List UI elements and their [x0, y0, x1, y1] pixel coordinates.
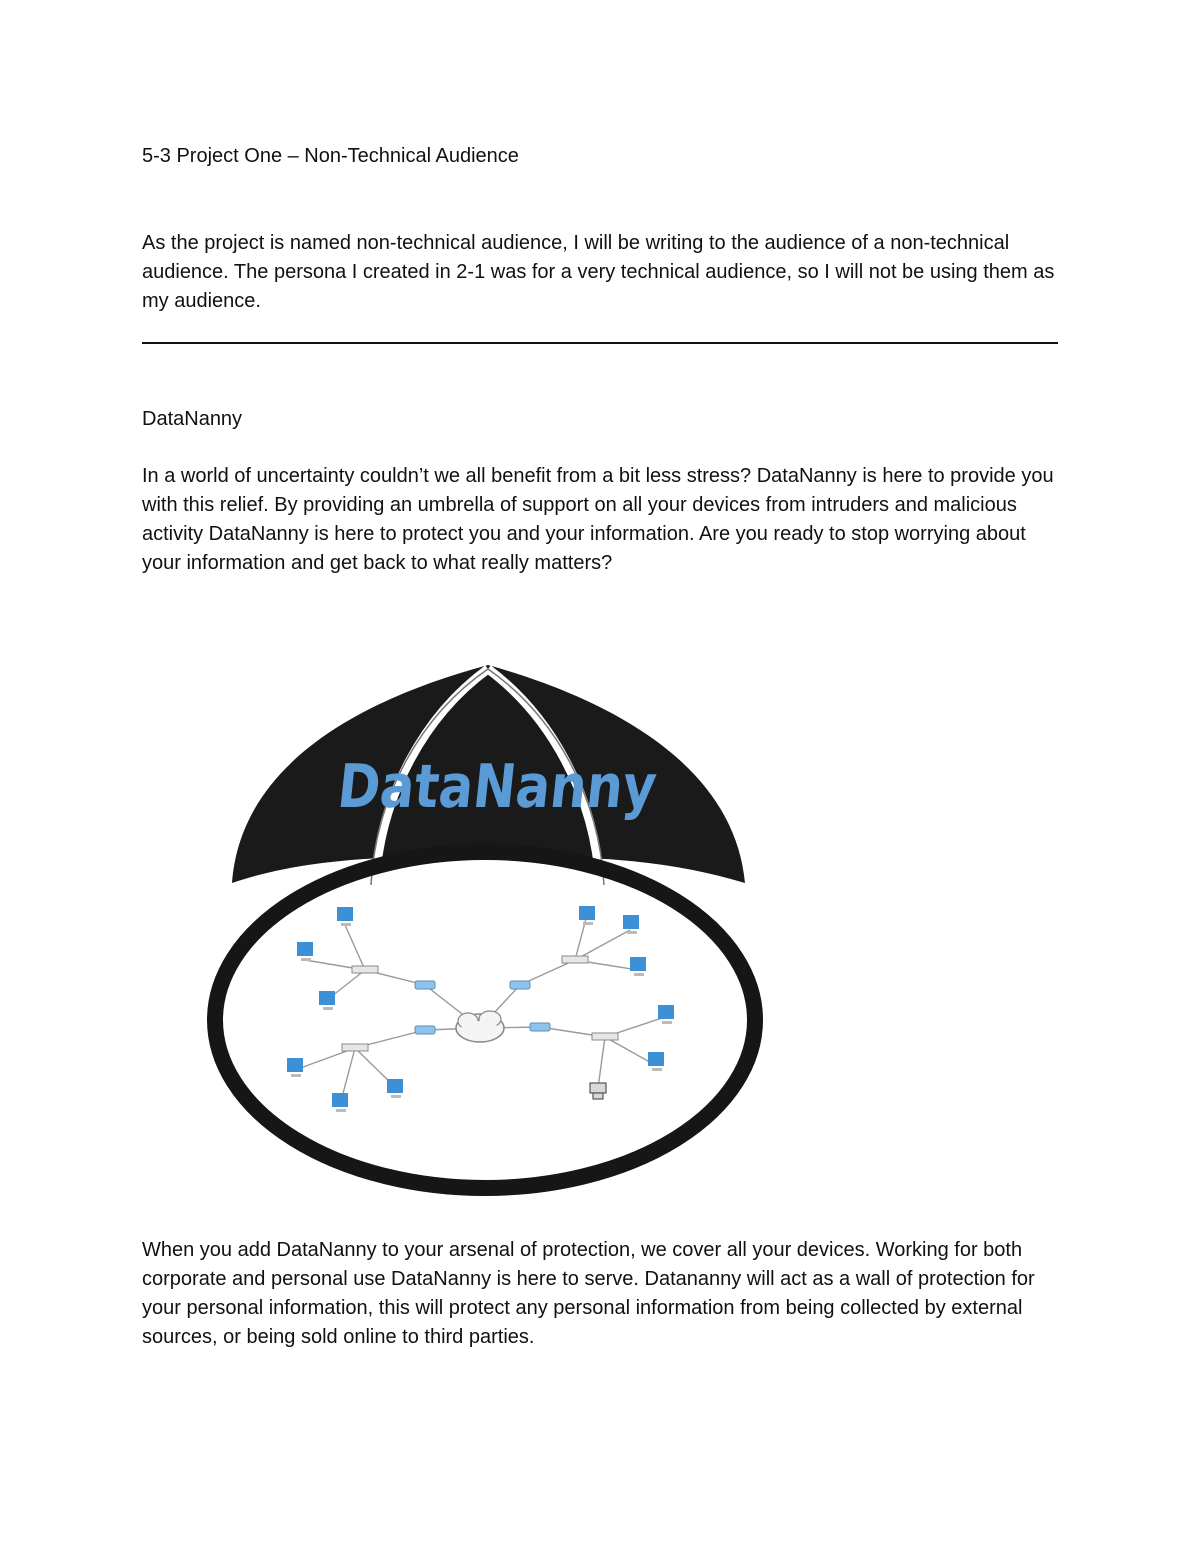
horizontal-divider: [142, 342, 1058, 344]
intro-paragraph: As the project is named non-technical audience, I will be writing to the audience of a non-technical audience. The persona I created in 2-1 was for a very technical audience, so I will not be using them as my audience.: [142, 232, 1055, 312]
computer-icon: [579, 906, 595, 925]
network-diagram: [295, 915, 665, 1105]
computer-icon: [319, 991, 335, 1010]
computer-icon: [332, 1093, 348, 1112]
body-paragraph-1: In a world of uncertainty couldn’t we all benefit from a bit less stress? DataNanny is here to provide you with this relief. By providing an umbrella of support on all your devices from intruders and malicious activity DataNanny is here to protect you and your information. Are you ready to stop worrying about your information and get back to what really matters?: [142, 465, 1054, 574]
computer-icon: [337, 907, 353, 926]
body-paragraph-2: When you add DataNanny to your arsenal of protection, we cover all your devices. Working for both corporate and personal use DataNanny is here to serve. Datananny will act as a wall of protection for your personal information, this will protect any personal information from being collected by external sources, or being sold online to third parties.: [142, 1239, 1035, 1348]
computer-icon: [630, 957, 646, 976]
cloud-icon: [456, 1011, 504, 1042]
document-title: 5-3 Project One – Non-Technical Audience: [142, 145, 519, 167]
computer-icon: [287, 1058, 303, 1077]
brand-heading: DataNanny: [142, 408, 243, 430]
computer-icon: [658, 1005, 674, 1024]
datananny-logo: [200, 655, 780, 1205]
computer-icon: [297, 942, 313, 961]
printer-icon: [590, 1083, 606, 1099]
computer-icon: [387, 1079, 403, 1098]
computer-icon: [623, 915, 639, 934]
logo-wordmark: DataNanny: [334, 752, 717, 822]
computer-icon: [648, 1052, 664, 1071]
